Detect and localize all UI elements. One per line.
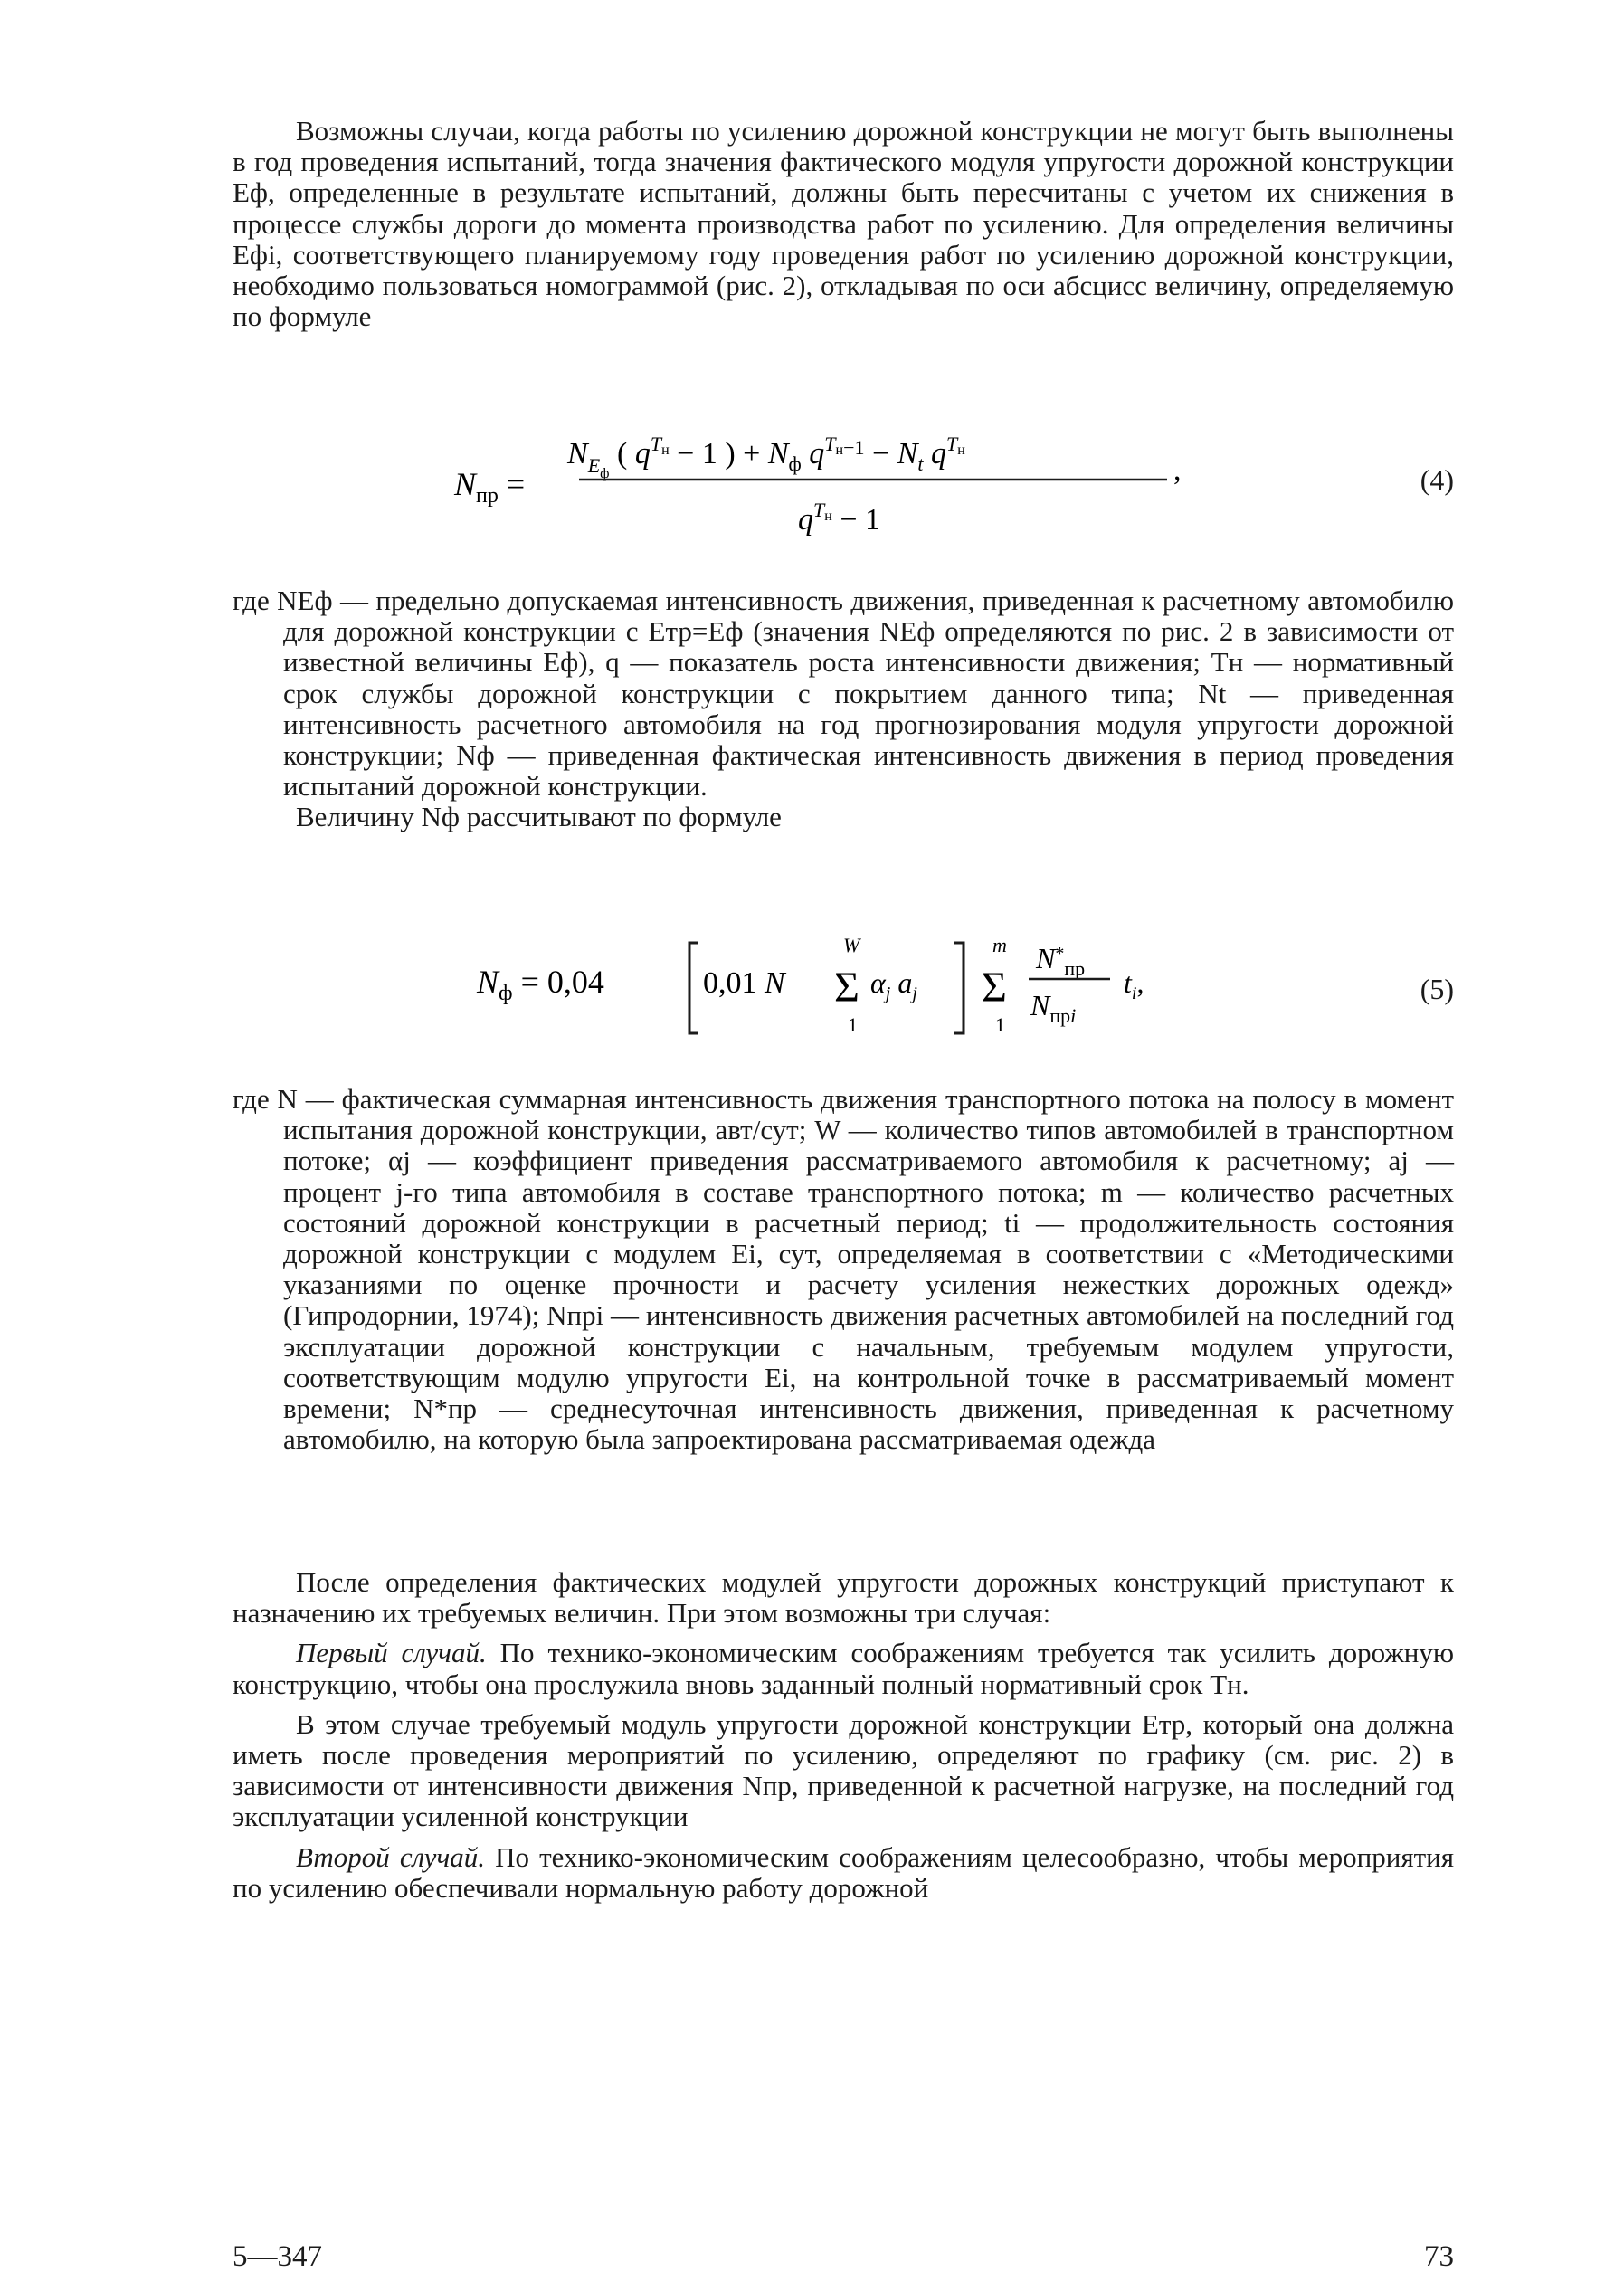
- sum1-body: $\alpha_j$ $a_j$: [870, 966, 917, 1003]
- sum2-sigma: Σ: [982, 964, 1007, 1012]
- eq4-denominator: $q^Tн - 1$: [798, 499, 880, 537]
- page-number: 73: [1424, 2240, 1454, 2273]
- equation-4: [233, 425, 1454, 543]
- eq5-inner: 0,01 N: [703, 966, 785, 1000]
- eq5-tail: $t_i$,: [1124, 966, 1144, 1003]
- equation-5-formula: [233, 932, 1454, 1045]
- paragraph-block-2: [233, 585, 1454, 833]
- case-1-paragraph: [233, 1638, 1454, 1699]
- eq5-frac-den: $N_{пр}i$: [1030, 989, 1077, 1027]
- signature-mark: 5—347: [233, 2240, 322, 2273]
- eq5-lhs: $N_ф = 0,04$: [477, 964, 604, 1005]
- right-bracket: [954, 943, 964, 1033]
- paragraph: После определения фактических модулей упругости дорожных конструкций приступают к назначению их требуемых величин. При этом возможны три случая:: [233, 1566, 1454, 1630]
- paragraph: Возможны случаи, когда работы по усилению дорожной конструкции не могут быть выполнены в год проведения испытаний, тогда значения фактического модуля упругости дорожной конструкции Eф, определенные в результате испытаний, должны быть пересчитаны с учетом их снижения в процессе службы дороги до момента производства работ по усилению. Для определения величины Eфi, соответствующего планируемому году проведения работ по усилению дорожной конструкции, необходимо пользоваться номограммой (рис. 2), откладывая по оси абсцисс величину, определяемую по формуле: [233, 115, 1454, 333]
- case-1-text: По технико-экономическим соображениям требуется так усилить дорожную конструкцию, чтобы она прослужила вновь заданный полный нормативный срок Tн.: [233, 1637, 1454, 1700]
- paragraph: Величину Nф рассчитывают по формуле: [296, 801, 782, 833]
- definitions-list: где NEф — предельно допускаемая интенсивность движения, приведенная к расчетному автомобилю для дорожной конструкции с Eтр=Eф (значения NEф определяются по рис. 2 в зависимости от известной величины Eф), q — показатель роста интенсивности движения; Tн — нормативный срок службы дорожной конструкции с покрытием данного типа; Nt — приведенная интенсивность расчетного автомобиля на год прогнозирования модуля упругости дорожной конструкции; Nф — приведенная фактическая интенсивность движения в период проведения испытаний дорожной конструкции.: [233, 585, 1454, 803]
- sum2-bottom: 1: [995, 1013, 1005, 1036]
- equation-number: (4): [1420, 463, 1454, 496]
- eq4-comma: ,: [1173, 453, 1182, 487]
- case-1-label: Первый случай.: [296, 1637, 487, 1669]
- sum2-top: m: [992, 934, 1007, 956]
- paragraph-block-4: [233, 1567, 1454, 1904]
- page-footer: [233, 2240, 1454, 2274]
- equation-4-formula: [233, 425, 1454, 543]
- case-2-label: Второй случай.: [296, 1840, 485, 1873]
- paragraph-block-3: [233, 1084, 1454, 1455]
- sum1-bottom: 1: [848, 1013, 858, 1036]
- case-2-paragraph: [233, 1842, 1454, 1904]
- paragraph-block-1: [233, 116, 1454, 332]
- eq5-frac-num: $N^*_{пр}$: [1036, 942, 1086, 980]
- left-bracket: [689, 943, 698, 1033]
- case-2-text: По технико-экономическим соображениям целесообразно, чтобы мероприятия по усилению обеспечивали нормальную работу дорожной: [233, 1840, 1454, 1904]
- paragraph: В этом случае требуемый модуль упругости дорожной конструкции Eтр, который она должна иметь после проведения мероприятий по усилению, определяют по графику (см. рис. 2) в зависимости от интенсивности движения Nпр, приведенной к расчетной нагрузке, на последний год эксплуатации усиленной конструкции: [233, 1707, 1454, 1833]
- sum1-sigma: Σ: [834, 964, 859, 1012]
- eq4-numerator: $N_Eф$ ( $q^Tн - 1$ ) + $N_ф$ $q^Tн-1 - N_t$ $q^Tн$: [567, 433, 965, 481]
- sum1-top: W: [843, 934, 860, 956]
- definitions-list: где N — фактическая суммарная интенсивность движения транспортного потока на полосу в момент испытания дорожной конструкции, авт/сут; W — количество типов автомобилей в транспортном потоке; αj — коэффициент приведения рассматриваемого автомобиля к расчетному; aj — процент j-го типа автомобиля в составе транспортного потока; m — количество расчетных состояний дорожной конструкции в расчетный период; ti — продолжительность состояния дорожной конструкции с модулем Ei, сут, определяемая в соответствии с «Методическими указаниями по оценке прочности и расчету усиления нежестких дорожных одежд» (Гипродорнии, 1974); Nпрi — интенсивность движения расчетных автомобилей на последний год эксплуатации дорожной конструкции с начальным, требуемым модулем упругости, соответствующим модулю упругости Ei, на контрольной точке в рассматриваемый момент времени; N*пр — среднесуточная интенсивность движения, приведенная к расчетному автомобилю, на которую была запроектирована рассматриваемая одежда: [233, 1083, 1454, 1456]
- equation-number: (5): [1420, 973, 1454, 1005]
- equation-5: [233, 932, 1454, 1045]
- eq4-lhs: $N_{пр}$ =: [454, 466, 526, 508]
